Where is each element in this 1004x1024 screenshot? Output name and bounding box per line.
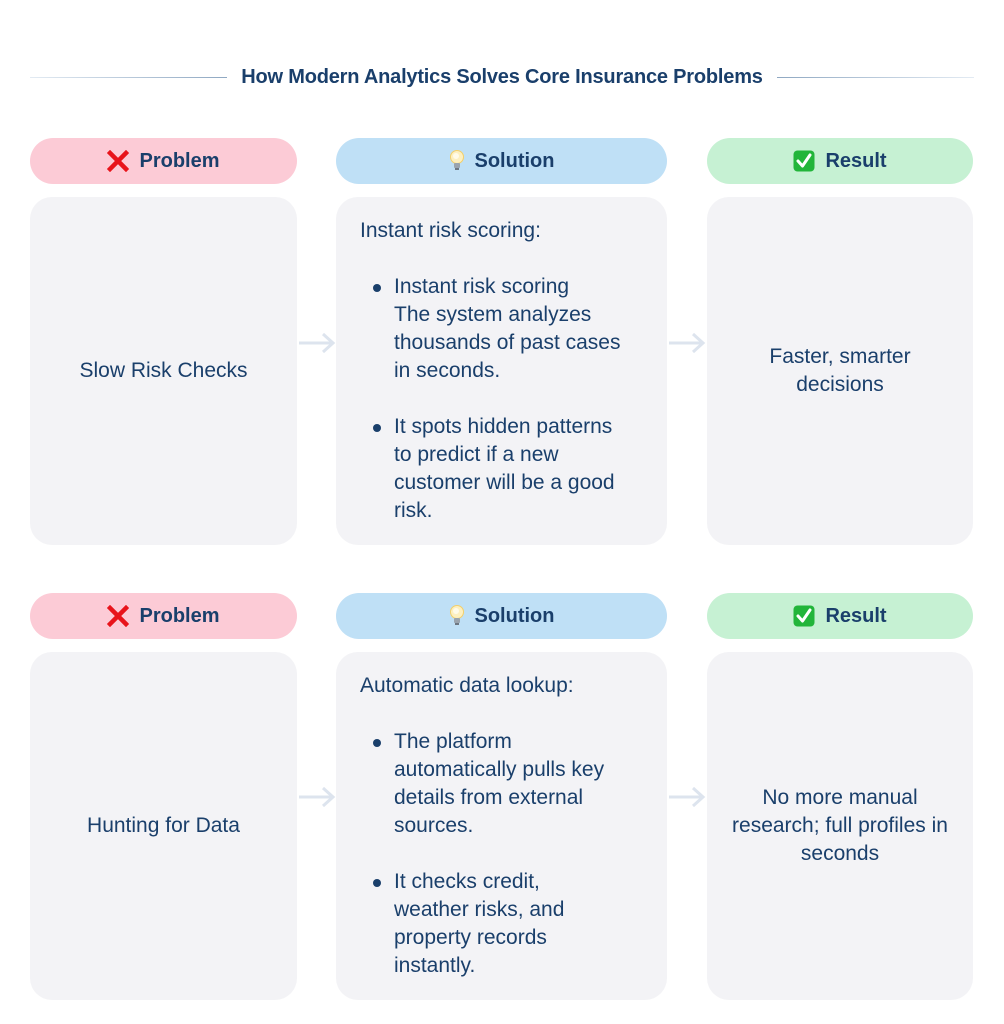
problem-pill bbox=[30, 138, 297, 184]
solution-pill bbox=[336, 593, 667, 639]
cross-mark-icon bbox=[107, 150, 129, 172]
page-title: How Modern Analytics Solves Core Insurance Problems bbox=[241, 65, 763, 88]
bullet-line: customer will be a good bbox=[394, 471, 615, 494]
bullet-line: The platform bbox=[394, 730, 512, 753]
problem-card bbox=[30, 197, 297, 545]
bullet-line: It checks credit, bbox=[394, 870, 540, 893]
solution-label: Solution bbox=[474, 604, 555, 627]
result-card bbox=[707, 197, 973, 545]
result-card bbox=[707, 652, 973, 1000]
result-text: Faster, smarter decisions bbox=[769, 345, 911, 396]
problem-label: Problem bbox=[139, 149, 220, 172]
solution-lead: Automatic data lookup: bbox=[360, 674, 574, 697]
problem-card bbox=[30, 652, 297, 1000]
solution-bullet bbox=[394, 728, 645, 840]
result-label: Result bbox=[825, 604, 887, 627]
bullet-line: in seconds. bbox=[394, 359, 501, 382]
cross-mark-icon bbox=[107, 605, 129, 627]
result-label: Result bbox=[825, 149, 887, 172]
solution-lead: Instant risk scoring: bbox=[360, 219, 541, 242]
bullet-line: The system analyzes bbox=[394, 303, 592, 326]
light-bulb-icon bbox=[449, 605, 465, 627]
bullet-line: automatically pulls key bbox=[394, 758, 605, 781]
solution-bullet bbox=[394, 273, 645, 385]
arrow-right-icon bbox=[297, 331, 337, 355]
arrow-right-icon bbox=[667, 331, 707, 355]
solution-bullet bbox=[394, 868, 645, 980]
bullet-line: thousands of past cases bbox=[394, 331, 621, 354]
title-divider-left bbox=[30, 77, 227, 78]
result-text: No more manual research; full profiles in seconds bbox=[732, 786, 948, 865]
bullet-line: property records bbox=[394, 926, 547, 949]
check-mark-button-icon bbox=[793, 150, 815, 172]
solution-bullet-list bbox=[360, 728, 645, 980]
bullet-line: weather risks, and bbox=[394, 898, 565, 921]
bullet-line: to predict if a new bbox=[394, 443, 559, 466]
problem-label: Problem bbox=[139, 604, 220, 627]
problem-pill bbox=[30, 593, 297, 639]
arrow-right-icon bbox=[667, 785, 707, 809]
problem-text: Hunting for Data bbox=[87, 814, 240, 837]
bullet-line: sources. bbox=[394, 814, 474, 837]
arrow-right-icon bbox=[297, 785, 337, 809]
light-bulb-icon bbox=[449, 150, 465, 172]
solution-label: Solution bbox=[474, 149, 555, 172]
title-row bbox=[30, 62, 974, 92]
solution-bullet bbox=[394, 413, 645, 525]
solution-card bbox=[336, 652, 667, 1000]
solution-bullet-list bbox=[360, 273, 645, 525]
result-pill bbox=[707, 593, 973, 639]
bullet-line: It spots hidden patterns bbox=[394, 415, 613, 438]
bullet-line: Instant risk scoring bbox=[394, 275, 570, 298]
result-pill bbox=[707, 138, 973, 184]
check-mark-button-icon bbox=[793, 605, 815, 627]
bullet-line: risk. bbox=[394, 499, 433, 522]
solution-pill bbox=[336, 138, 667, 184]
bullet-line: details from external bbox=[394, 786, 584, 809]
bullet-line: instantly. bbox=[394, 954, 476, 977]
problem-text: Slow Risk Checks bbox=[79, 359, 248, 382]
solution-card bbox=[336, 197, 667, 545]
title-divider-right bbox=[777, 77, 974, 78]
